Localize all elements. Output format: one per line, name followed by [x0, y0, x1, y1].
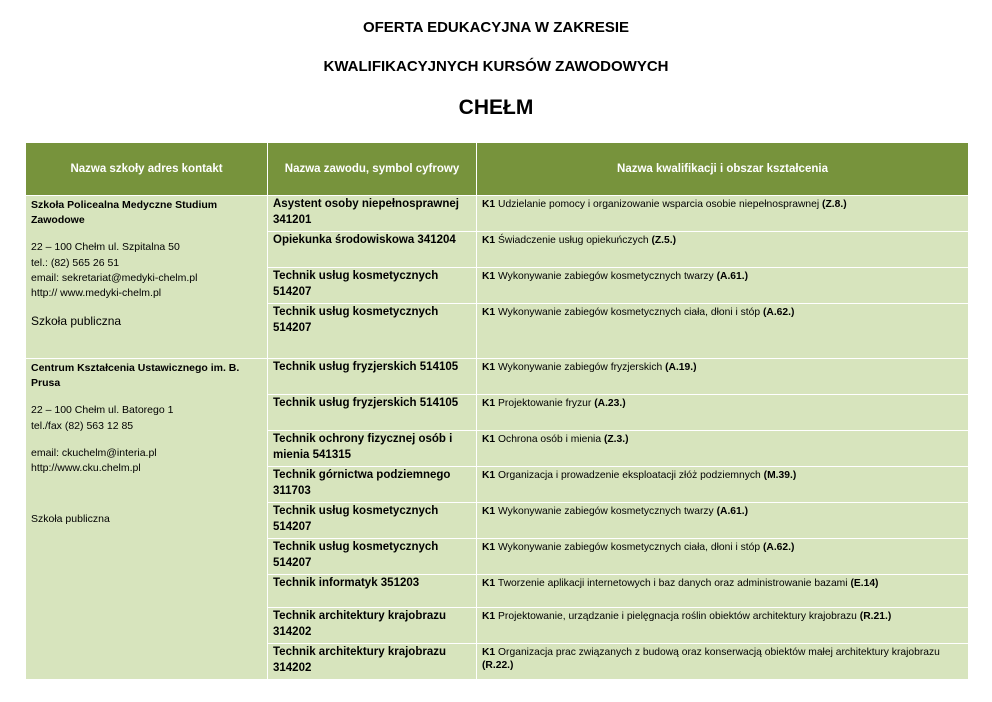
qualification-name: Wykonywanie zabiegów kosmetycznych twarzy	[498, 271, 714, 282]
qualification-code: K1	[482, 470, 496, 481]
spacer	[31, 500, 262, 512]
city-title: CHEŁM	[458, 96, 534, 119]
qualification-area: (A.23.)	[594, 398, 626, 409]
title-line-2: KWALIFIKACYJNYCH KURSÓW ZAWODOWYCH	[323, 58, 669, 75]
qualification-cell	[477, 395, 969, 431]
qualification-name: Świadczenie usług opiekuńczych	[498, 235, 649, 246]
spacer	[31, 434, 262, 446]
qualification-area: (R.22.)	[482, 660, 514, 672]
school-phone: tel./fax (82) 563 12 85	[31, 419, 134, 432]
qualification-code: K1	[482, 235, 496, 246]
table-body	[26, 196, 969, 680]
qualification-area: (A.62.)	[762, 307, 795, 318]
qualification-code: K1	[482, 611, 496, 622]
school-info-cell	[26, 359, 268, 680]
qualification-code: K1	[482, 199, 496, 210]
school-website: http://www.cku.chelm.pl	[31, 462, 141, 475]
qualification-area: (Z.5.)	[651, 235, 677, 246]
qualification-code: K1	[482, 307, 496, 318]
qualification-name: Udzielanie pomocy i organizowanie wsparcia osobie niepełnosprawnej	[498, 199, 820, 210]
qualification-name: Ochrona osób i mienia	[498, 434, 602, 445]
table-header-row	[26, 143, 969, 196]
qualification-cell	[477, 539, 969, 575]
profession-cell: Technik ochrony fizycznej osób i mienia 541315	[268, 431, 477, 467]
qualification-cell	[477, 232, 969, 268]
qualification-name: Wykonywanie zabiegów fryzjerskich	[498, 362, 663, 373]
school-type: Szkoła publiczna	[31, 314, 122, 329]
qualification-code: K1	[482, 578, 496, 589]
spacer	[31, 391, 262, 403]
qualification-code: K1	[482, 647, 496, 658]
qualification-name: Organizacja i prowadzenie eksploatacji złóż podziemnych	[498, 470, 761, 481]
qualification-area: (E.14)	[850, 578, 879, 589]
qualification-code: K1	[482, 434, 496, 445]
profession-cell: Technik informatyk 351203	[268, 575, 477, 608]
course-offer-table	[25, 142, 969, 680]
spacer	[31, 476, 262, 488]
qualification-cell	[477, 268, 969, 304]
qualification-name: Wykonywanie zabiegów kosmetycznych twarzy	[498, 506, 714, 517]
profession-cell: Technik usług kosmetycznych 514207	[268, 304, 477, 359]
qualification-name: Projektowanie fryzur	[498, 398, 592, 409]
school-email: email: sekretariat@medyki-chelm.pl	[31, 271, 198, 284]
profession-cell: Asystent osoby niepełnosprawnej 341201	[268, 196, 477, 232]
table-row	[26, 196, 969, 232]
school-name: Szkoła Policealna Medyczne Studium Zawodowe	[31, 199, 218, 227]
spacer	[31, 301, 262, 313]
qualification-area: (A.19.)	[665, 362, 697, 373]
column-header-qualification: Nazwa kwalifikacji i obszar kształcenia	[477, 143, 969, 196]
qualification-cell	[477, 575, 969, 608]
column-header-profession: Nazwa zawodu, symbol cyfrowy	[268, 143, 477, 196]
qualification-code: K1	[482, 506, 496, 517]
qualification-cell	[477, 608, 969, 644]
column-header-school: Nazwa szkoły adres kontakt	[26, 143, 268, 196]
profession-cell: Technik usług kosmetycznych 514207	[268, 268, 477, 304]
qualification-cell	[477, 431, 969, 467]
profession-cell: Technik usług fryzjerskich 514105	[268, 395, 477, 431]
qualification-name: Tworzenie aplikacji internetowych i baz danych oraz administrowanie bazami	[497, 578, 848, 589]
qualification-name: Projektowanie, urządzanie i pielęgnacja roślin obiektów architektury krajobrazu	[498, 611, 857, 622]
school-name: Centrum Kształcenia Ustawicznego im. B. Prusa	[31, 362, 240, 390]
qualification-cell	[477, 304, 969, 359]
qualification-code: K1	[482, 271, 496, 282]
spacer	[31, 228, 262, 240]
qualification-cell	[477, 503, 969, 539]
qualification-name: Wykonywanie zabiegów kosmetycznych ciała, dłoni i stóp	[498, 542, 761, 553]
qualification-area: (A.62.)	[762, 542, 795, 553]
title-line-1: OFERTA EDUKACYJNA W ZAKRESIE	[362, 19, 630, 36]
qualification-cell	[477, 467, 969, 503]
qualification-area: (A.61.)	[716, 271, 749, 282]
qualification-cell	[477, 644, 969, 680]
qualification-area: (Z.8.)	[822, 199, 847, 210]
school-address: 22 – 100 Chełm ul. Szpitalna 50	[31, 241, 180, 254]
profession-cell: Technik usług fryzjerskich 514105	[268, 359, 477, 395]
qualification-name: Wykonywanie zabiegów kosmetycznych ciała, dłoni i stóp	[498, 307, 761, 318]
profession-cell: Technik architektury krajobrazu 314202	[268, 644, 477, 680]
profession-cell: Technik górnictwa podziemnego 311703	[268, 467, 477, 503]
school-website: http:// www.medyki-chelm.pl	[31, 287, 162, 300]
profession-cell: Technik usług kosmetycznych 514207	[268, 503, 477, 539]
profession-cell: Technik usług kosmetycznych 514207	[268, 539, 477, 575]
profession-cell: Opiekunka środowiskowa 341204	[268, 232, 477, 268]
qualification-code: K1	[482, 542, 496, 553]
qualification-code: K1	[482, 398, 496, 409]
qualification-area: (Z.3.)	[603, 434, 629, 445]
qualification-area: (R.21.)	[859, 611, 892, 622]
school-type: Szkoła publiczna	[31, 513, 110, 526]
school-phone: tel.: (82) 565 26 51	[31, 256, 120, 269]
school-info-cell	[26, 196, 268, 359]
profession-cell: Technik architektury krajobrazu 314202	[268, 608, 477, 644]
spacer	[31, 488, 262, 500]
school-address: 22 – 100 Chełm ul. Batorego 1	[31, 404, 174, 417]
qualification-cell	[477, 196, 969, 232]
school-email: email: ckuchelm@interia.pl	[31, 446, 157, 459]
table-row	[26, 359, 969, 395]
qualification-area: (M.39.)	[763, 470, 797, 481]
qualification-area: (A.61.)	[716, 506, 749, 517]
qualification-cell	[477, 359, 969, 395]
qualification-name: Organizacja prac związanych z budową oraz konserwacją obiektów małej architektury krajobrazu	[498, 647, 940, 658]
qualification-code: K1	[482, 362, 496, 373]
